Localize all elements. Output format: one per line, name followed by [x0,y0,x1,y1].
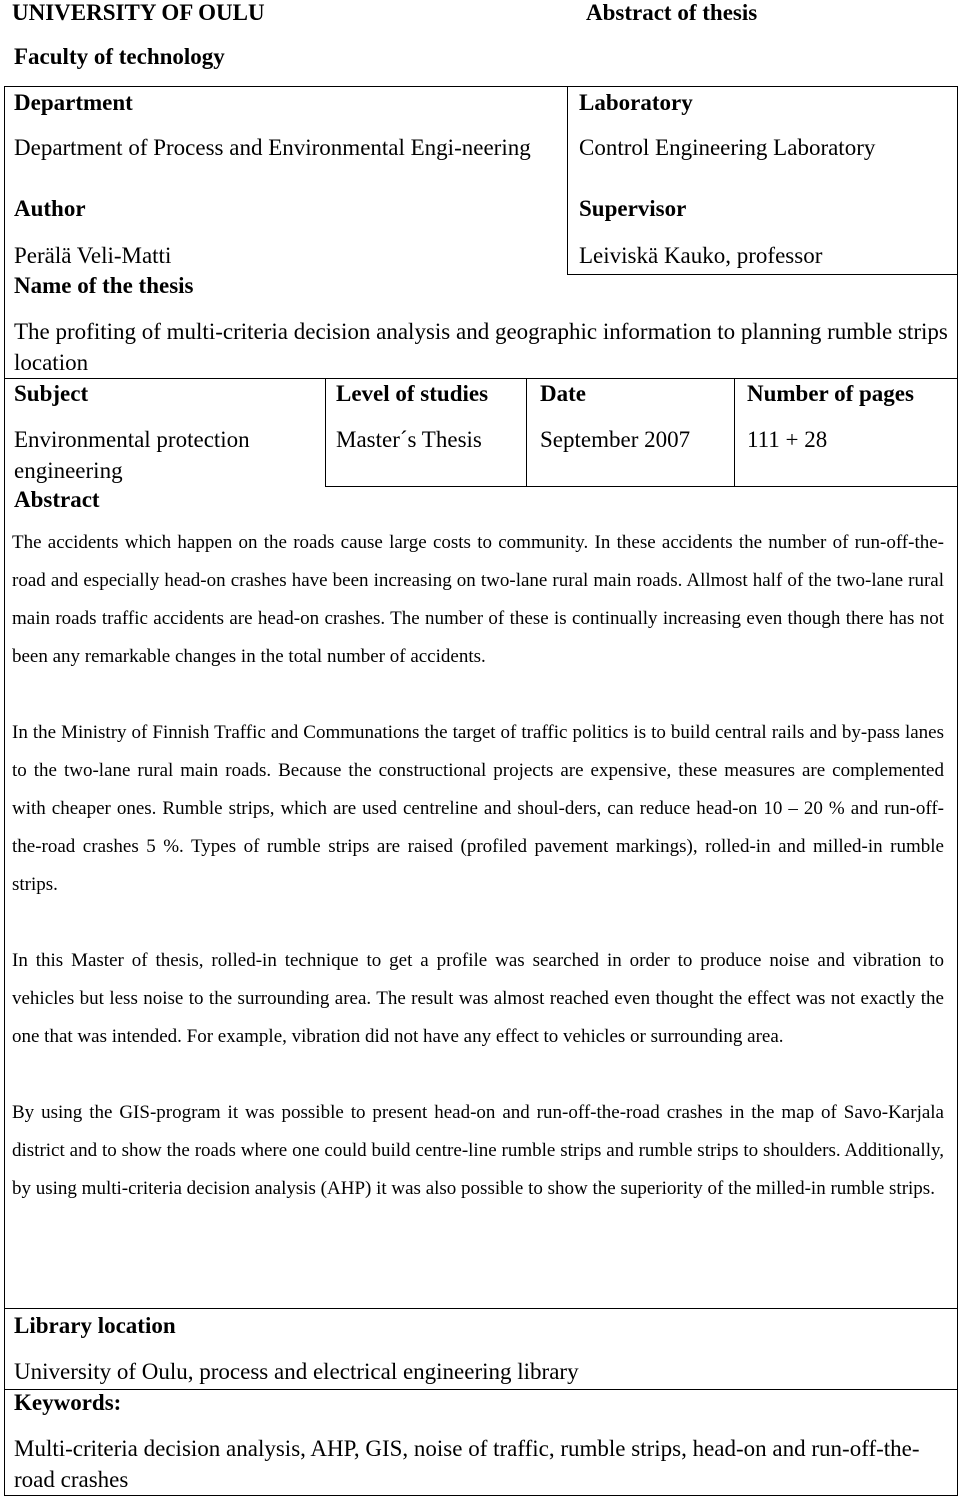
table-divider-1 [325,378,326,486]
author-value: Perälä Veli-Matti [14,243,172,268]
subject-value: Environmental protection engineering [14,427,250,483]
laboratory-label: Laboratory [579,90,693,115]
abstract-label: Abstract [14,487,100,512]
laboratory-value: Control Engineering Laboratory [579,135,876,160]
column-divider [567,86,568,274]
thesis-name-value: The profiting of multi-criteria decision analysis and geographic information to planning rumble strips location [14,319,948,375]
date-value: September 2007 [540,427,691,452]
table-bottom-line [325,486,958,487]
library-top-line [4,1308,958,1309]
subject-label: Subject [14,381,89,406]
pages-label: Number of pages [747,381,914,406]
pages-value: 111 + 28 [747,427,828,452]
faculty-name: Faculty of technology [14,44,225,69]
library-label: Library location [14,1313,176,1338]
date-label: Date [540,381,586,406]
library-value: University of Oulu, process and electrical engineering library [14,1359,579,1384]
university-name: UNIVERSITY OF OULU [12,0,265,25]
supervisor-label: Supervisor [579,196,687,221]
table-divider-2 [526,378,527,486]
department-label: Department [14,90,133,115]
abstract-paragraph: In this Master of thesis, rolled-in technique to get a profile was searched in order to produce noise and vibration to vehicles but less noise to the surrounding area. The result was almost reached even thought the effect was not exactly the one that was intended. For example, vibration did not have any effect to vehicles or surrounding area. [12,950,944,1047]
table-divider-3 [734,378,735,486]
level-value: Master´s Thesis [336,427,482,452]
abstract-paragraph: In the Ministry of Finnish Traffic and Communations the target of traffic politics is to build central rails and by-pass lanes to the two-lane rural main roads. Because the constructional projects are expensive, these measures are complemented with cheaper ones. Rumble strips, which are used centreline and shoul-ders, can reduce head-on 10 – 20 % and run-off-the-road crashes 5 %. Types of rumble strips are raised (profiled pavement markings), rolled-in and milled-in rumble strips. [12,722,944,895]
abstract-paragraph: By using the GIS-program it was possible to present head-on and run-off-the-road crashes in the map of Savo-Karjala district and to show the roads where one could build centre-line rumble strips and rumble strips to shoulders. Additionally, by using multi-criteria decision analysis (AHP) it was also possible to show the superiority of the milled-in rumble strips. [12,1102,944,1199]
author-label: Author [14,196,86,221]
abstract-body [12,524,944,1208]
keywords-label: Keywords: [14,1390,122,1415]
level-label: Level of studies [336,381,489,406]
keywords-value: Multi-criteria decision analysis, AHP, GIS, noise of traffic, rumble strips, head-on and run-off-the-road crashes [14,1436,920,1492]
laboratory-bottom-line [567,274,958,275]
thesis-name-label: Name of the thesis [14,273,194,298]
document-type: Abstract of thesis [586,0,758,25]
department-value: Department of Process and Environmental Engi-neering [14,135,531,160]
supervisor-value: Leiviskä Kauko, professor [579,243,823,268]
keywords-top-line [4,1389,958,1390]
table-top-line [4,378,958,379]
abstract-paragraph: The accidents which happen on the roads cause large costs to community. In these accidents the number of run-off-the-road and especially head-on crashes have been increasing on two-lane rural main roads. Allmost half of the two-lane rural main roads traffic accidents are head-on crashes. The number of these is continually increasing even though there has not been any remarkable changes in the total number of accidents. [12,532,944,667]
